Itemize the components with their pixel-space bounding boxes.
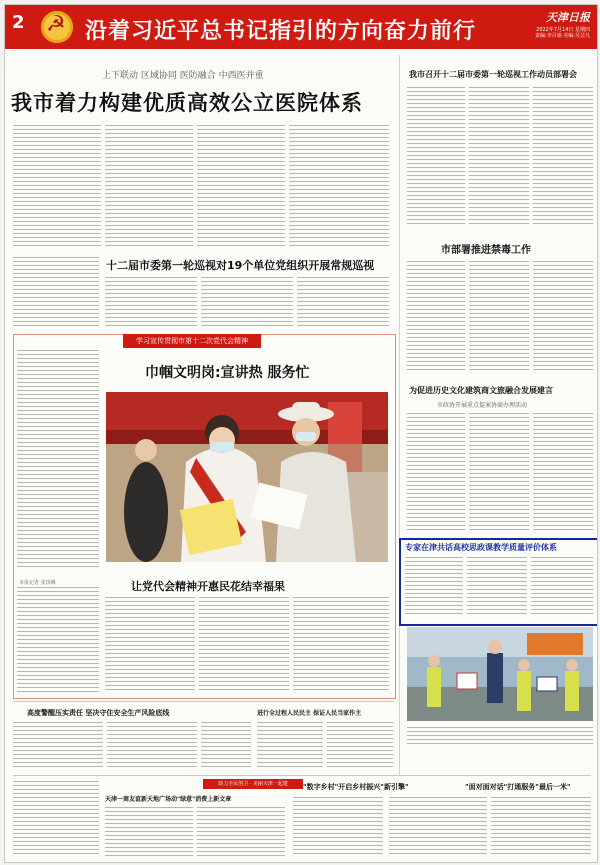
text-column bbox=[407, 261, 465, 371]
drug-control-headline: 市部署推进禁毒工作 bbox=[441, 245, 531, 256]
column-divider bbox=[399, 55, 400, 775]
text-column bbox=[13, 257, 99, 329]
section-divider bbox=[13, 701, 394, 702]
lead-kicker: 上下联动 区域协同 医防融合 中西医并重 bbox=[102, 71, 264, 81]
text-column bbox=[327, 722, 393, 770]
lead-headline: 我市着力构建优质高效公立医院体系 bbox=[11, 91, 363, 115]
page-number: 2 bbox=[12, 12, 25, 33]
text-column bbox=[531, 557, 593, 617]
text-column bbox=[469, 413, 529, 531]
text-column bbox=[105, 125, 193, 247]
text-column bbox=[533, 413, 593, 531]
special-second-headline: 让党代会精神开惠民花结幸福果 bbox=[131, 580, 285, 593]
cultural-building-headline: 为促进历史文化建筑商文旅融合发展建言 bbox=[409, 386, 553, 395]
text-column bbox=[469, 261, 529, 371]
photo-caption bbox=[407, 727, 593, 747]
text-column bbox=[297, 277, 389, 329]
text-column bbox=[13, 125, 101, 247]
party-emblem-icon bbox=[41, 11, 73, 43]
text-column bbox=[407, 413, 465, 531]
text-column bbox=[17, 587, 99, 693]
students-photo bbox=[407, 627, 593, 721]
bottom-section-tag: 助力全民创卫 · 美丽天津一起建 bbox=[203, 779, 303, 789]
text-column bbox=[467, 557, 527, 617]
text-column bbox=[201, 277, 293, 329]
friendship-square-headline: 天津一商友谊新天地广场动"绿意"消费上新文章 bbox=[105, 796, 232, 803]
special-section-tag: 学习宣传贯彻市第十二次党代会精神 bbox=[123, 334, 261, 348]
democracy-headline: 进行全过程人民民主 保证人民当家作主 bbox=[257, 710, 362, 717]
text-column bbox=[293, 597, 389, 693]
students-photo-illustration bbox=[407, 627, 593, 721]
text-column bbox=[13, 722, 103, 770]
text-column bbox=[197, 125, 285, 247]
text-column bbox=[105, 277, 197, 329]
text-column bbox=[199, 597, 289, 693]
text-column bbox=[105, 807, 193, 857]
paper-name: 天津日报 bbox=[546, 11, 590, 24]
meeting-headline: 我市召开十二届市委第一轮巡视工作动员部署会 bbox=[409, 70, 577, 79]
text-column bbox=[533, 87, 593, 227]
text-column bbox=[405, 557, 463, 617]
photo-byline: 本报记者 张国琳 bbox=[19, 580, 56, 586]
digital-village-headline: "数字乡村"开启乡村振兴"新引擎" bbox=[303, 783, 409, 791]
text-column bbox=[17, 350, 99, 570]
text-column bbox=[533, 261, 593, 371]
banner-title: 沿着习近平总书记指引的方向奋力前行 bbox=[85, 19, 477, 44]
text-column bbox=[13, 781, 99, 857]
face-to-face-headline: "面对面对话"打通服务"最后一米" bbox=[465, 783, 571, 791]
inspection-headline: 十二届市委第一轮巡视对19个单位党组织开展常规巡视 bbox=[106, 259, 375, 272]
text-column bbox=[105, 597, 195, 693]
news-photo bbox=[106, 392, 388, 562]
text-column bbox=[389, 797, 487, 857]
text-column bbox=[197, 807, 285, 857]
highlighted-article-headline[interactable]: 专家在津共话高校思政课教学质量评价体系 bbox=[405, 543, 557, 552]
text-column bbox=[469, 87, 529, 227]
text-column bbox=[491, 797, 591, 857]
text-column bbox=[289, 125, 389, 247]
edition-info: 2022年7月14日 星期四 责编:李召瑜 美编:吴芸凡 bbox=[535, 27, 590, 39]
section-divider bbox=[13, 775, 591, 776]
text-column bbox=[107, 722, 197, 770]
safety-headline: 高度警醒压实责任 坚决守住安全生产风险底线 bbox=[27, 709, 170, 717]
special-headline: 巾帼文明岗:宣讲热 服务忙 bbox=[145, 365, 310, 381]
text-column bbox=[257, 722, 323, 770]
text-column bbox=[201, 722, 251, 770]
page-banner bbox=[5, 5, 597, 49]
volunteer-photo-illustration bbox=[106, 392, 388, 562]
text-column bbox=[407, 87, 465, 227]
text-column bbox=[293, 797, 383, 857]
cultural-building-subheadline: 市政协开展重点提案协商办理活动 bbox=[437, 402, 528, 409]
newspaper-page bbox=[4, 4, 598, 863]
